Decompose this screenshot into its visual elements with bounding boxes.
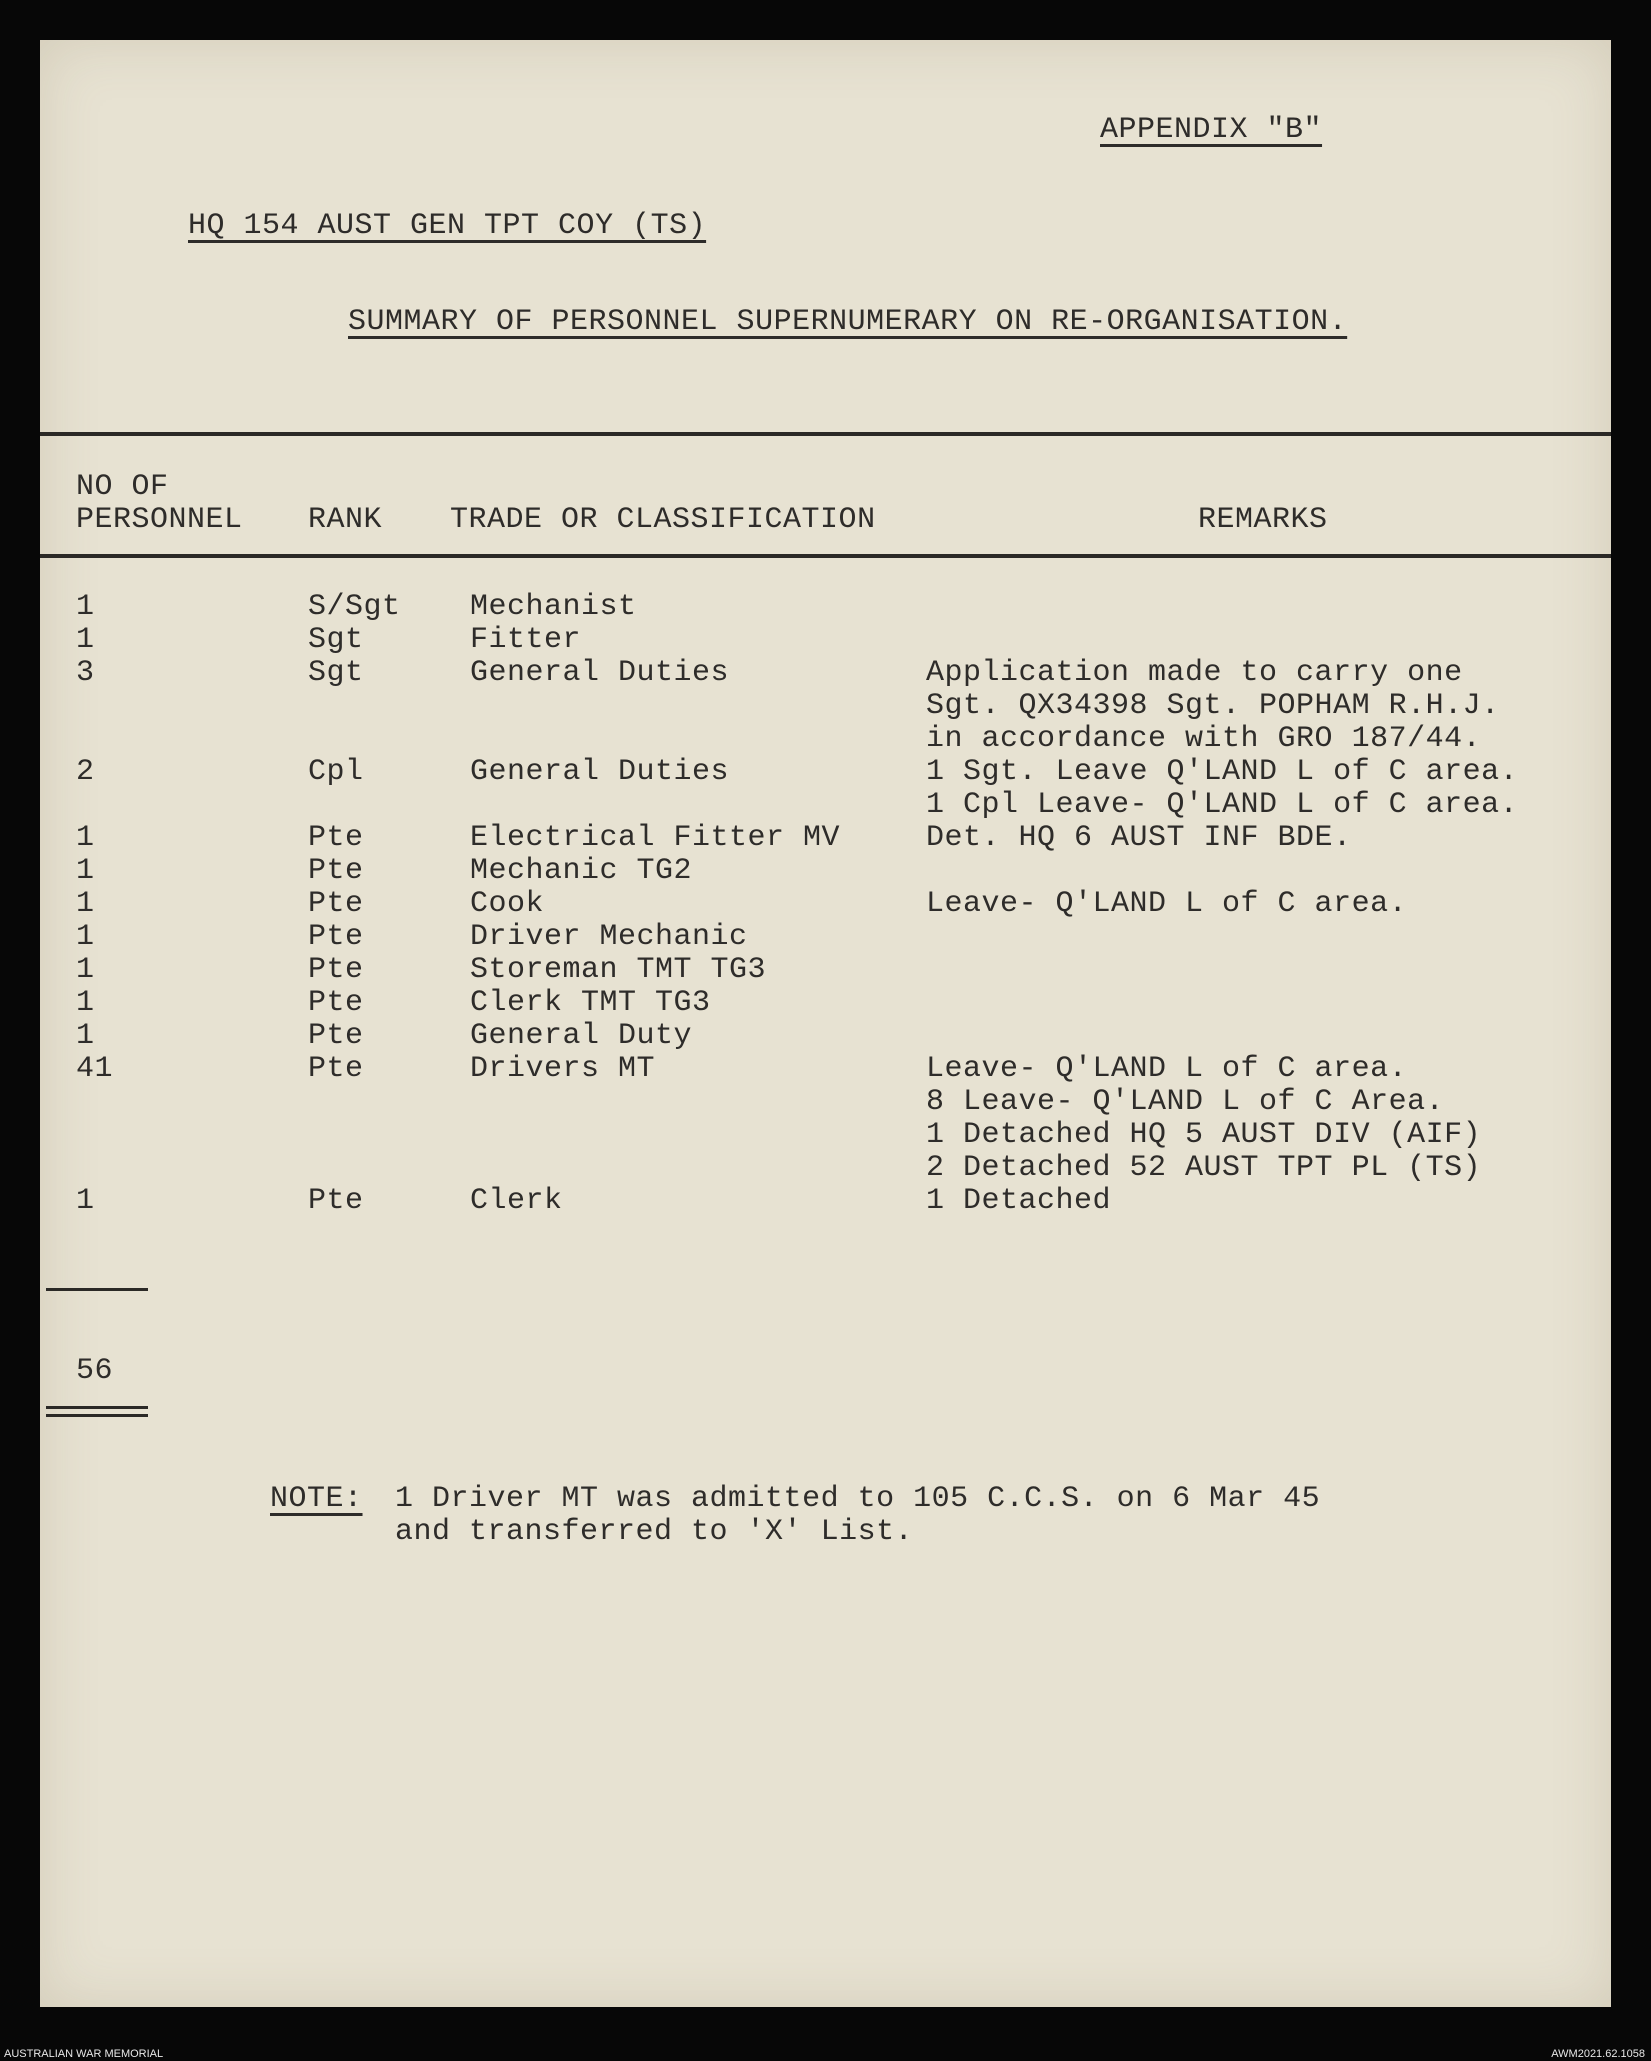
table-cell: Storeman TMT TG3 — [470, 953, 767, 987]
column-rank — [308, 591, 401, 1218]
table-cell — [926, 1020, 1518, 1053]
table-cell: 41 — [76, 1052, 114, 1086]
total-double-rule-top — [46, 1406, 148, 1409]
table-cell: 1 — [76, 887, 95, 921]
table-cell: Pte — [308, 821, 364, 855]
table-cell — [308, 1152, 401, 1185]
table-cell — [308, 690, 401, 723]
column-no-of-personnel — [76, 591, 113, 1218]
header-no-of: NO OF — [76, 470, 169, 504]
table-cell: Pte — [308, 1019, 364, 1053]
table-cell: Leave- Q'LAND L of C area. — [926, 887, 1408, 921]
table-cell — [76, 1086, 113, 1119]
table-cell: 1 Cpl Leave- Q'LAND L of C area. — [926, 788, 1519, 822]
table-cell — [926, 855, 1518, 888]
total-count: 56 — [76, 1354, 114, 1388]
table-cell: 3 — [76, 656, 95, 690]
table-cell: Application made to carry one — [926, 656, 1463, 690]
header-rank: RANK — [308, 503, 383, 537]
table-cell: 1 — [76, 1184, 95, 1218]
column-trade-or-classification — [470, 591, 840, 1218]
table-cell — [76, 1152, 113, 1185]
table-cell: Pte — [308, 887, 364, 921]
table-cell: 2 — [76, 755, 95, 789]
table-cell — [470, 1119, 840, 1152]
table-cell: Sgt — [308, 623, 364, 657]
table-cell: 1 Sgt. Leave Q'LAND L of C area. — [926, 755, 1519, 789]
table-cell: General Duty — [470, 1019, 693, 1053]
table-cell: 1 — [76, 623, 95, 657]
document-title: SUMMARY OF PERSONNEL SUPERNUMERARY ON RE-ORGANISATION. — [348, 305, 1348, 339]
footer-accession-number: AWM2021.62.1058 — [1551, 2048, 1645, 2060]
table-cell — [926, 624, 1518, 657]
column-remarks — [926, 591, 1518, 1218]
table-cell — [926, 591, 1518, 624]
table-cell — [76, 690, 113, 723]
header-bottom-rule — [40, 554, 1611, 558]
header-remarks: REMARKS — [1198, 503, 1328, 537]
appendix-label: APPENDIX "B" — [1100, 113, 1323, 147]
table-cell — [926, 921, 1518, 954]
table-cell — [308, 1086, 401, 1119]
table-cell: Pte — [308, 854, 364, 888]
table-cell: 1 Detached — [926, 1184, 1112, 1218]
table-cell: Cpl — [308, 755, 364, 789]
header-personnel: PERSONNEL — [76, 503, 243, 537]
table-cell: 1 — [76, 986, 95, 1020]
table-cell: 8 Leave- Q'LAND L of C Area. — [926, 1085, 1445, 1119]
document-page — [40, 40, 1611, 2007]
table-cell: General Duties — [470, 656, 730, 690]
table-cell: Cook — [470, 887, 545, 921]
table-cell: Clerk — [470, 1184, 563, 1218]
header-trade: TRADE OR CLASSIFICATION — [450, 503, 876, 537]
table-cell: 1 — [76, 821, 95, 855]
table-cell — [470, 789, 840, 822]
table-cell: 1 — [76, 590, 95, 624]
table-cell — [308, 789, 401, 822]
table-cell: Clerk TMT TG3 — [470, 986, 711, 1020]
table-cell: Sgt. QX34398 Sgt. POPHAM R.H.J. — [926, 689, 1500, 723]
table-cell: Electrical Fitter MV — [470, 821, 841, 855]
table-cell — [76, 723, 113, 756]
table-cell — [470, 1086, 840, 1119]
table-cell — [308, 723, 401, 756]
table-cell: Leave- Q'LAND L of C area. — [926, 1052, 1408, 1086]
table-cell: S/Sgt — [308, 590, 401, 624]
table-cell: 1 — [76, 854, 95, 888]
table-cell — [470, 723, 840, 756]
table-cell: 1 — [76, 953, 95, 987]
table-cell: in accordance with GRO 187/44. — [926, 722, 1482, 756]
total-double-rule-bottom — [46, 1414, 148, 1417]
total-rule — [46, 1288, 148, 1291]
table-cell: Mechanist — [470, 590, 637, 624]
table-cell: Drivers MT — [470, 1052, 656, 1086]
table-cell: Det. HQ 6 AUST INF BDE. — [926, 821, 1352, 855]
table-cell: Sgt — [308, 656, 364, 690]
table-cell: Pte — [308, 953, 364, 987]
note-line-2: and transferred to 'X' List. — [395, 1515, 914, 1549]
table-cell: General Duties — [470, 755, 730, 789]
table-cell: Mechanic TG2 — [470, 854, 693, 888]
footer-institution: AUSTRALIAN WAR MEMORIAL — [4, 2048, 164, 2060]
table-cell — [470, 690, 840, 723]
table-cell: Pte — [308, 920, 364, 954]
table-cell — [926, 954, 1518, 987]
table-cell: 2 Detached 52 AUST TPT PL (TS) — [926, 1151, 1482, 1185]
unit-heading: HQ 154 AUST GEN TPT COY (TS) — [188, 209, 707, 243]
table-cell — [470, 1152, 840, 1185]
table-cell: Driver Mechanic — [470, 920, 748, 954]
table-cell — [926, 987, 1518, 1020]
header-top-rule — [40, 432, 1611, 436]
table-cell: Fitter — [470, 623, 582, 657]
table-cell: Pte — [308, 1052, 364, 1086]
table-cell: Pte — [308, 986, 364, 1020]
table-cell: 1 Detached HQ 5 AUST DIV (AIF) — [926, 1118, 1482, 1152]
table-cell — [76, 1119, 113, 1152]
table-cell — [308, 1119, 401, 1152]
note-line-1: 1 Driver MT was admitted to 105 C.C.S. on 6 Mar 45 — [395, 1482, 1321, 1516]
table-cell: 1 — [76, 1019, 95, 1053]
table-cell: Pte — [308, 1184, 364, 1218]
note-label: NOTE: — [270, 1482, 363, 1516]
table-cell: 1 — [76, 920, 95, 954]
table-cell — [76, 789, 113, 822]
